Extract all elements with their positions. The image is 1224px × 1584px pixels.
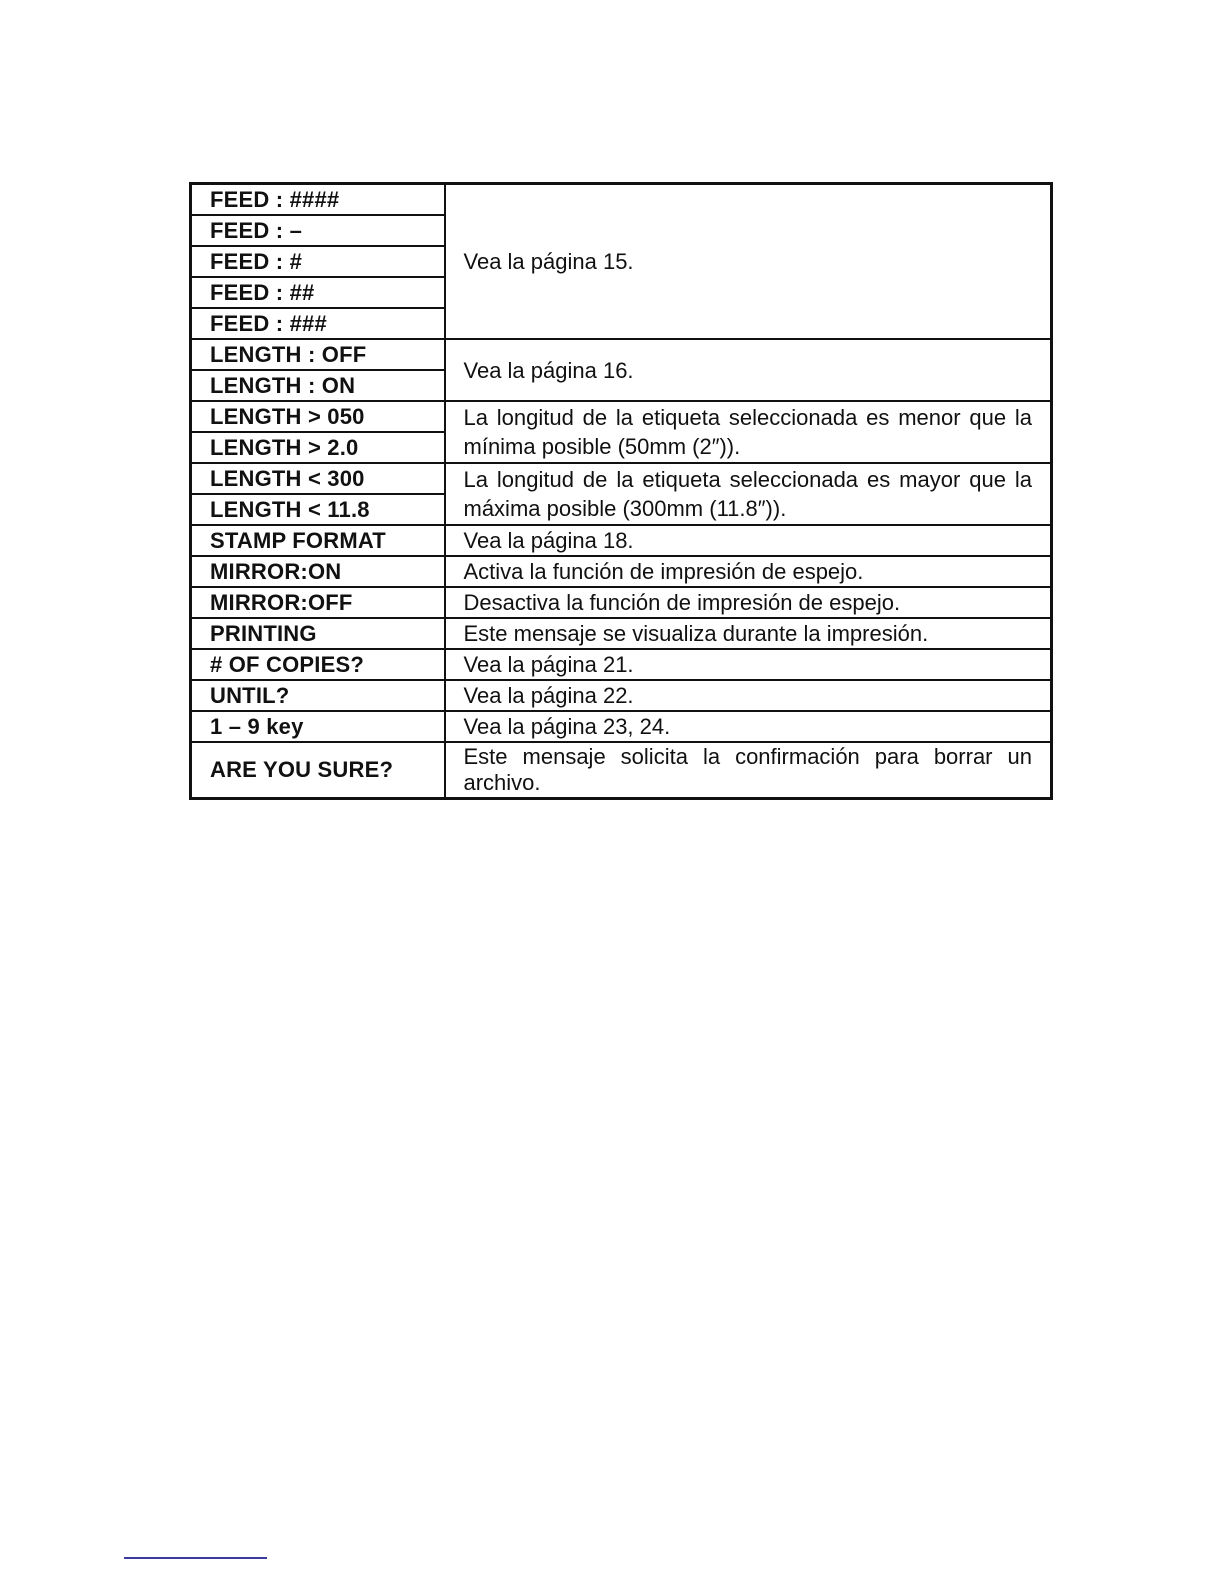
table-row (191, 184, 1052, 216)
message-description: Vea la página 21. (445, 649, 1052, 680)
table-row (191, 401, 1052, 432)
message-description: Vea la página 15. (445, 184, 1052, 340)
message-code: FEED : ## (191, 277, 445, 308)
table-row (191, 618, 1052, 649)
message-description: Vea la página 22. (445, 680, 1052, 711)
message-description: Desactiva la función de impresión de espejo. (445, 587, 1052, 618)
message-code: MIRROR:OFF (191, 587, 445, 618)
table-row (191, 556, 1052, 587)
table-row (191, 680, 1052, 711)
table-row (191, 711, 1052, 742)
message-code: LENGTH > 2.0 (191, 432, 445, 463)
message-code: STAMP FORMAT (191, 525, 445, 556)
message-code: LENGTH > 050 (191, 401, 445, 432)
message-code: PRINTING (191, 618, 445, 649)
message-code: MIRROR:ON (191, 556, 445, 587)
message-code: UNTIL? (191, 680, 445, 711)
footnote-divider (124, 1557, 267, 1559)
message-description: Este mensaje solicita la confirmación para borrar un archivo. (445, 742, 1052, 799)
message-description: La longitud de la etiqueta seleccionada es mayor que la máxima posible (300mm (11.8″)). (445, 463, 1052, 525)
table-row (191, 649, 1052, 680)
message-code: # OF COPIES? (191, 649, 445, 680)
table-row (191, 463, 1052, 494)
table-row (191, 742, 1052, 799)
message-code: ARE YOU SURE? (191, 742, 445, 799)
table-row (191, 525, 1052, 556)
message-code: FEED : # (191, 246, 445, 277)
message-description: Vea la página 16. (445, 339, 1052, 401)
message-code: 1 – 9 key (191, 711, 445, 742)
message-table (189, 182, 1053, 800)
table-row (191, 339, 1052, 370)
table-row (191, 587, 1052, 618)
message-code: FEED : ### (191, 308, 445, 339)
message-code: LENGTH < 300 (191, 463, 445, 494)
message-code: FEED : – (191, 215, 445, 246)
message-description: Este mensaje se visualiza durante la impresión. (445, 618, 1052, 649)
message-description: Vea la página 18. (445, 525, 1052, 556)
message-description: Activa la función de impresión de espejo. (445, 556, 1052, 587)
message-code: FEED : #### (191, 184, 445, 216)
message-description: Vea la página 23, 24. (445, 711, 1052, 742)
message-code: LENGTH < 11.8 (191, 494, 445, 525)
message-description: La longitud de la etiqueta seleccionada es menor que la mínima posible (50mm (2″)). (445, 401, 1052, 463)
message-code: LENGTH : OFF (191, 339, 445, 370)
message-code: LENGTH : ON (191, 370, 445, 401)
